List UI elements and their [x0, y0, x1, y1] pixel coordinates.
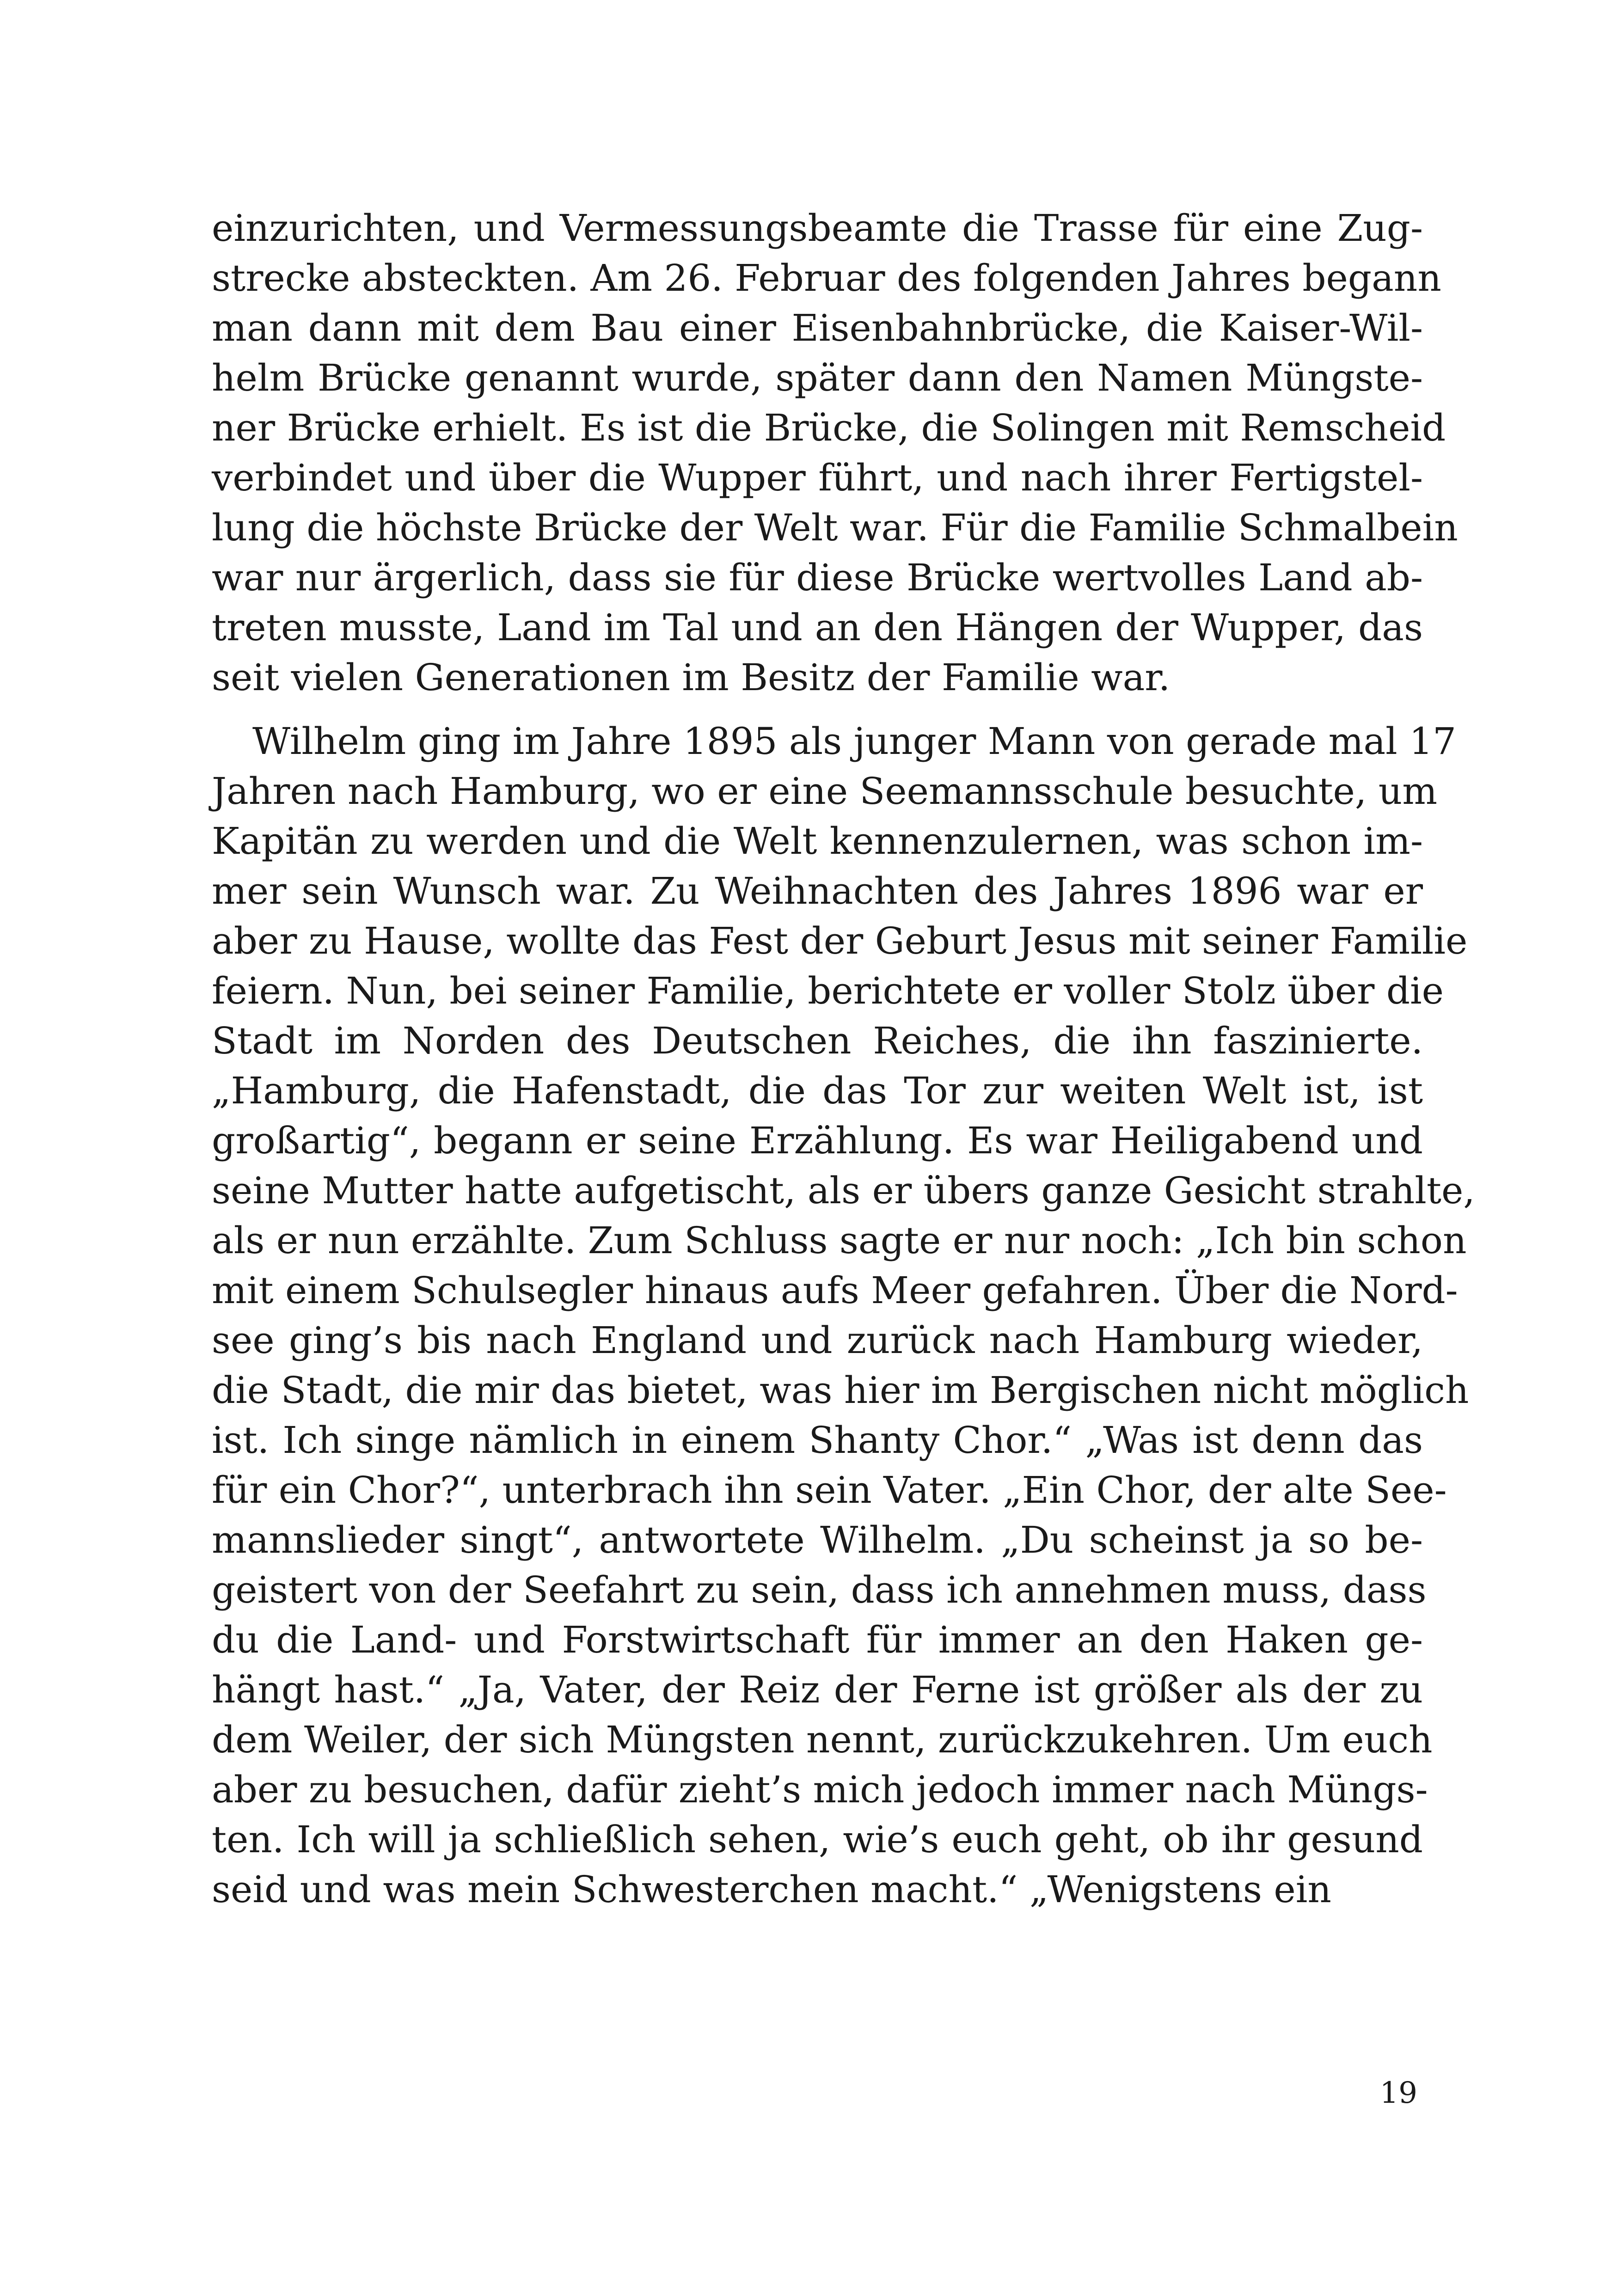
text-line: dem Weiler, der sich Müngsten nennt, zurückzukehren. Um euch — [212, 1718, 1433, 1761]
text-line: seine Mutter hatte aufgetischt, als er übers ganze Gesicht strahlte, — [212, 1169, 1475, 1212]
text-line: Wilhelm ging im Jahre 1895 als junger Mann von gerade mal 17 — [252, 720, 1456, 763]
text-line: hängt hast.“ „Ja, Vater, der Reiz der Ferne ist größer als der zu — [212, 1668, 1423, 1711]
text-line: feiern. Nun, bei seiner Familie, berichtete er voller Stolz über die — [212, 969, 1444, 1012]
text-line: ten. Ich will ja schließlich sehen, wie’s euch geht, ob ihr gesund — [212, 1818, 1423, 1861]
text-line: seit vielen Generationen im Besitz der Familie war. — [212, 656, 1171, 699]
text-line: mit einem Schulsegler hinaus aufs Meer gefahren. Über die Nord- — [212, 1269, 1458, 1312]
text-line: Jahren nach Hamburg, wo er eine Seemannsschule besuchte, um — [212, 770, 1438, 813]
text-line: see ging’s bis nach England und zurück nach Hamburg wieder, — [212, 1319, 1423, 1362]
text-line: man dann mit dem Bau einer Eisenbahnbrücke, die Kaiser-Wil- — [212, 306, 1423, 349]
text-line: als er nun erzählte. Zum Schluss sagte er nur noch: „Ich bin schon — [212, 1219, 1467, 1262]
paragraph — [212, 203, 1458, 703]
text-line: Kapitän zu werden und die Welt kennenzulernen, was schon im- — [212, 820, 1423, 863]
paragraph-spacer — [212, 703, 1423, 716]
text-line: geistert von der Seefahrt zu sein, dass ich annehmen muss, dass — [212, 1568, 1427, 1611]
paragraph — [212, 716, 1475, 1915]
text-line: „Hamburg, die Hafenstadt, die das Tor zur weiten Welt ist, ist — [212, 1069, 1423, 1112]
text-line: einzurichten, und Vermessungsbeamte die Trasse für eine Zug- — [212, 207, 1423, 250]
text-line: ner Brücke erhielt. Es ist die Brücke, die Solingen mit Remscheid — [212, 406, 1446, 449]
text-line: verbindet und über die Wupper führt, und nach ihrer Fertigstel- — [212, 456, 1423, 499]
text-line: lung die höchste Brücke der Welt war. Für die Familie Schmalbein — [212, 506, 1458, 549]
text-line: treten musste, Land im Tal und an den Hängen der Wupper, das — [212, 606, 1423, 649]
text-line: die Stadt, die mir das bietet, was hier im Bergischen nicht möglich — [212, 1369, 1469, 1412]
text-line: aber zu besuchen, dafür zieht’s mich jedoch immer nach Müngs- — [212, 1768, 1428, 1811]
page-number: 19 — [1379, 2076, 1417, 2110]
text-line: Stadt im Norden des Deutschen Reiches, die ihn faszinierte. — [212, 1019, 1423, 1062]
text-line: war nur ärgerlich, dass sie für diese Brücke wertvolles Land ab- — [212, 556, 1423, 599]
text-line: strecke absteckten. Am 26. Februar des folgenden Jahres begann — [212, 257, 1441, 300]
text-line: mer sein Wunsch war. Zu Weihnachten des Jahres 1896 war er — [212, 869, 1423, 912]
text-line: seid und was mein Schwesterchen macht.“ „Wenigstens ein — [212, 1868, 1331, 1911]
body-text — [212, 203, 1475, 1915]
text-line: aber zu Hause, wollte das Fest der Geburt Jesus mit seiner Familie — [212, 919, 1468, 962]
text-line: für ein Chor?“, unterbrach ihn sein Vater. „Ein Chor, der alte See- — [212, 1469, 1447, 1512]
text-line: helm Brücke genannt wurde, später dann den Namen Müngste- — [212, 356, 1423, 399]
text-line: ist. Ich singe nämlich in einem Shanty Chor.“ „Was ist denn das — [212, 1419, 1423, 1462]
text-line: großartig“, begann er seine Erzählung. Es war Heiligabend und — [212, 1119, 1423, 1162]
text-line: mannslieder singt“, antwortete Wilhelm. „Du scheinst ja so be- — [212, 1518, 1423, 1561]
text-line: du die Land- und Forstwirtschaft für immer an den Haken ge- — [212, 1618, 1423, 1661]
